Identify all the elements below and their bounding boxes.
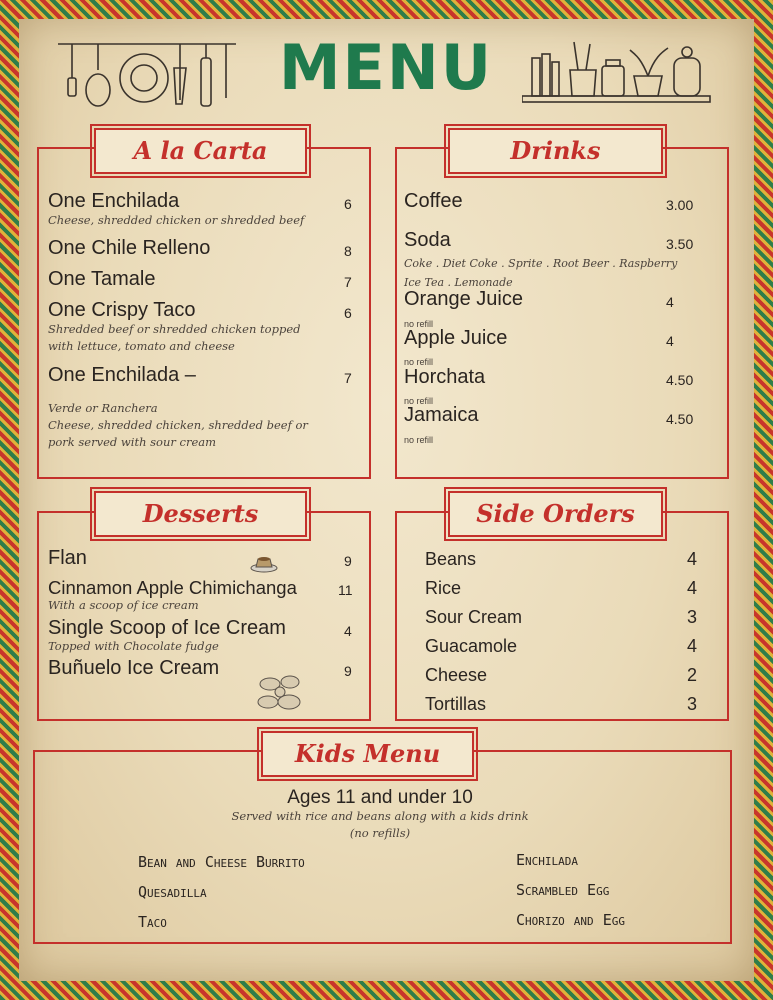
kitchen-shelf-icon bbox=[522, 36, 712, 106]
side-order-name: Cheese bbox=[425, 665, 488, 685]
menu-item-description: Topped with Chocolate fudge bbox=[48, 639, 219, 653]
menu-item-name: Soda bbox=[404, 229, 451, 251]
kids-menu-heading: Kids Menu bbox=[261, 731, 474, 777]
menu-item-description: Cheese, shredded chicken, shredded beef or bbox=[48, 418, 308, 432]
menu-item-name: Single Scoop of Ice Cream bbox=[48, 617, 286, 639]
menu-item-name: Coffee bbox=[404, 190, 463, 212]
menu-item-name: One Crispy Taco bbox=[48, 299, 196, 321]
side-orders-heading: Side Orders bbox=[448, 491, 663, 537]
menu-item-price: 11 bbox=[338, 582, 353, 598]
menu-item-price: 4.50 bbox=[666, 372, 694, 388]
menu-item-price: 9 bbox=[344, 553, 352, 569]
bunuelo-icon bbox=[256, 672, 304, 714]
menu-item-name: Horchata bbox=[404, 366, 486, 388]
drinks-heading: Drinks bbox=[448, 128, 663, 174]
kids-menu-note: (no refills) bbox=[349, 826, 411, 840]
menu-item-description: With a scoop of ice cream bbox=[48, 598, 199, 612]
menu-item-name: Jamaica bbox=[404, 404, 479, 426]
menu-item-note: no refill bbox=[404, 357, 434, 367]
menu-item-price: 4.50 bbox=[666, 411, 694, 427]
menu-item-price: 3.00 bbox=[666, 197, 694, 213]
menu-item-name: Flan bbox=[48, 547, 87, 569]
menu-item-description: Ice Tea . Lemonade bbox=[404, 276, 513, 289]
kids-menu-item: Enchilada bbox=[516, 851, 579, 869]
side-order-price: 2 bbox=[687, 665, 698, 685]
menu-item-price: 4 bbox=[344, 623, 352, 639]
menu-item-description: Coke . Diet Coke . Sprite . Root Beer . Raspberry bbox=[404, 257, 678, 270]
menu-item-name: Cinnamon Apple Chimichanga bbox=[48, 577, 297, 598]
kids-menu-item: Chorizo and Egg bbox=[516, 911, 625, 929]
menu-item-price: 7 bbox=[344, 274, 352, 290]
menu-item-name: Apple Juice bbox=[404, 327, 508, 349]
side-order-name: Sour Cream bbox=[425, 607, 523, 627]
side-order-price: 4 bbox=[687, 636, 698, 656]
menu-item-note: no refill bbox=[404, 319, 434, 329]
side-order-price: 3 bbox=[687, 607, 698, 627]
menu-item-price: 6 bbox=[344, 305, 352, 321]
a-la-carta-heading: A la Carta bbox=[94, 128, 307, 174]
menu-item-price: 4 bbox=[666, 294, 674, 310]
side-order-name: Rice bbox=[425, 578, 462, 598]
menu-item-name: One Enchilada – bbox=[48, 364, 196, 386]
menu-item-name: Orange Juice bbox=[404, 288, 523, 310]
menu-item-note: no refill bbox=[404, 396, 434, 406]
menu-item-name: One Chile Relleno bbox=[48, 237, 211, 259]
desserts-panel bbox=[37, 511, 371, 721]
menu-item-description: with lettuce, tomato and cheese bbox=[48, 339, 235, 353]
menu-item-description: pork served with sour cream bbox=[48, 435, 217, 449]
kids-menu-subtitle: Ages 11 and under 10 bbox=[287, 787, 473, 808]
hanging-kitchen-utensils-icon bbox=[58, 38, 238, 110]
menu-item-price: 8 bbox=[344, 243, 352, 259]
menu-item-price: 6 bbox=[344, 196, 352, 212]
side-order-price: 4 bbox=[687, 549, 698, 569]
side-order-name: Tortillas bbox=[425, 694, 487, 714]
menu-item-price: 7 bbox=[344, 370, 352, 386]
kids-menu-item: Quesadilla bbox=[138, 883, 207, 901]
menu-title: MENU bbox=[278, 31, 494, 104]
side-order-name: Beans bbox=[425, 549, 477, 569]
menu-item-name: One Tamale bbox=[48, 268, 156, 290]
flan-icon bbox=[250, 553, 278, 573]
side-order-price: 3 bbox=[687, 694, 698, 714]
menu-item-description: Verde or Ranchera bbox=[48, 401, 158, 415]
menu-item-description: Cheese, shredded chicken or shredded beef bbox=[48, 213, 305, 227]
side-order-price: 4 bbox=[687, 578, 698, 598]
menu-item-name: Buñuelo Ice Cream bbox=[48, 657, 220, 679]
menu-item-price: 9 bbox=[344, 663, 352, 679]
kids-menu-item: Scrambled Egg bbox=[516, 881, 610, 899]
menu-item-note: no refill bbox=[404, 435, 434, 445]
menu-item-name: One Enchilada bbox=[48, 190, 180, 212]
menu-item-price: 4 bbox=[666, 333, 674, 349]
menu-item-price: 3.50 bbox=[666, 236, 694, 252]
desserts-heading: Desserts bbox=[94, 491, 307, 537]
kids-menu-item: Taco bbox=[138, 913, 167, 931]
side-order-name: Guacamole bbox=[425, 636, 518, 656]
kids-menu-description: Served with rice and beans along with a kids drink bbox=[231, 809, 529, 823]
kids-menu-item: Bean and Cheese Burrito bbox=[138, 853, 305, 871]
menu-item-description: Shredded beef or shredded chicken topped bbox=[48, 322, 301, 336]
